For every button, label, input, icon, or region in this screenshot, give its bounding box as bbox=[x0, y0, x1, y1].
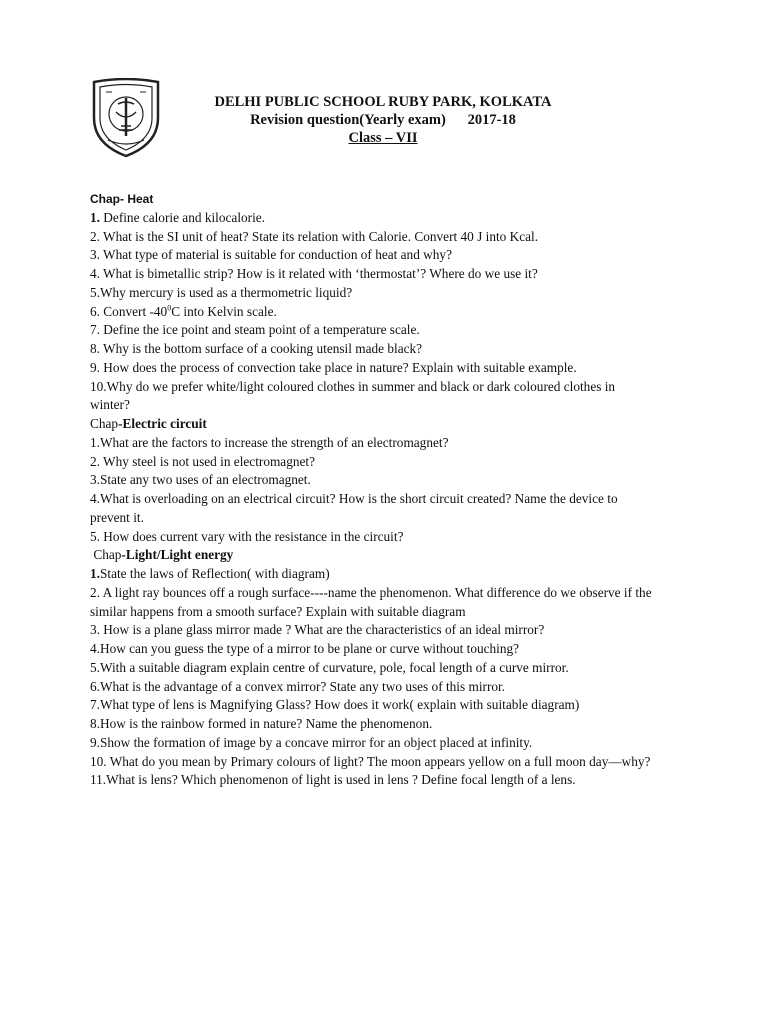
light-q10: 10. What do you mean by Primary colours of light? The moon appears yellow on a full moon day—why? bbox=[90, 753, 651, 769]
revision-title: Revision question(Yearly exam) bbox=[250, 112, 446, 128]
light-q2-line2: similar happens from a smooth surface? Explain with suitable diagram bbox=[90, 603, 466, 619]
heat-q6-pre: 6. Convert -40 bbox=[90, 303, 168, 319]
heat-q10-line1: 10.Why do we prefer white/light coloured clothes in summer and black or dark coloured clothes in bbox=[90, 378, 616, 394]
electric-heading-prefix: Chap bbox=[90, 416, 119, 431]
revision-line bbox=[160, 111, 606, 129]
heat-q4: 4. What is bimetallic strip? How is it related with ‘thermostat’? Where do we use it? bbox=[90, 266, 538, 281]
heat-q9: 9. How does the process of convection take place in nature? Explain with suitable example. bbox=[90, 359, 577, 375]
electric-heading bbox=[90, 415, 690, 434]
heat-q6-post: C into Kelvin scale. bbox=[171, 303, 277, 319]
heat-q1 bbox=[90, 209, 690, 228]
electric-q1: 1.What are the factors to increase the strength of an electromagnet? bbox=[90, 434, 449, 450]
heat-q5: 5.Why mercury is used as a thermometric liquid? bbox=[90, 284, 353, 300]
light-q6: 6.What is the advantage of a convex mirror? State any two uses of this mirror. bbox=[90, 678, 506, 694]
light-q11: 11.What is lens? Which phenomenon of light is used in lens ? Define focal length of a lens. bbox=[90, 772, 576, 788]
electric-q4-line2: prevent it. bbox=[90, 509, 144, 525]
heat-q10-line2: winter? bbox=[90, 397, 130, 413]
light-heading bbox=[90, 546, 690, 565]
electric-q3: 3.State any two uses of an electromagnet. bbox=[90, 472, 311, 488]
light-q3: 3. How is a plane glass mirror made ? What are the characteristics of an ideal mirror? bbox=[90, 622, 545, 638]
heat-q7: 7. Define the ice point and steam point of a temperature scale. bbox=[90, 322, 420, 338]
heat-q6 bbox=[90, 303, 690, 322]
heat-heading: Chap- Heat bbox=[90, 192, 154, 206]
session-year: 2017-18 bbox=[467, 112, 516, 128]
electric-q2: 2. Why steel is not used in electromagnet? bbox=[90, 453, 316, 469]
heat-q1-number: 1. bbox=[90, 209, 100, 225]
light-q8: 8.How is the rainbow formed in nature? Name the phenomenon. bbox=[90, 716, 433, 731]
light-q1-text: State the laws of Reflection( with diagram) bbox=[99, 566, 330, 581]
class-label: Class – VII bbox=[348, 130, 418, 146]
document-header bbox=[160, 93, 606, 147]
heat-q3: 3. What type of material is suitable for conduction of heat and why? bbox=[90, 247, 452, 263]
electric-q4-line1: 4.What is overloading on an electrical circuit? How is the short circuit created? Name the device to bbox=[90, 491, 618, 506]
electric-q5: 5. How does current vary with the resistance in the circuit? bbox=[90, 528, 404, 544]
light-q1-number: 1. bbox=[90, 566, 100, 581]
light-heading-prefix: Chap bbox=[90, 547, 122, 563]
heat-q8: 8. Why is the bottom surface of a cooking utensil made black? bbox=[90, 341, 423, 356]
school-name: DELHI PUBLIC SCHOOL RUBY PARK, KOLKATA bbox=[214, 94, 552, 110]
light-q4: 4.How can you guess the type of a mirror to be plane or curve without touching? bbox=[90, 641, 520, 656]
heat-q2: 2. What is the SI unit of heat? State its relation with Calorie. Convert 40 J into Kcal. bbox=[90, 228, 539, 244]
light-q2-line1: 2. A light ray bounces off a rough surface----name the phenomenon. What difference do we observe if the bbox=[90, 584, 652, 600]
question-list bbox=[90, 190, 690, 790]
light-q1 bbox=[90, 565, 690, 584]
light-q5: 5.With a suitable diagram explain centre of curvature, pole, focal length of a curve mirror. bbox=[90, 659, 569, 675]
heat-q1-text: Define calorie and kilocalorie. bbox=[99, 209, 266, 225]
heat-q6-degree: 0 bbox=[167, 303, 172, 313]
light-heading-title: -Light/Light energy bbox=[121, 547, 234, 563]
electric-heading-title: -Electric circuit bbox=[118, 416, 207, 431]
light-q9: 9.Show the formation of image by a concave mirror for an object placed at infinity. bbox=[90, 734, 533, 750]
light-q7: 7.What type of lens is Magnifying Glass? How does it work( explain with suitable diagram) bbox=[90, 697, 580, 713]
school-crest-logo bbox=[88, 78, 164, 158]
